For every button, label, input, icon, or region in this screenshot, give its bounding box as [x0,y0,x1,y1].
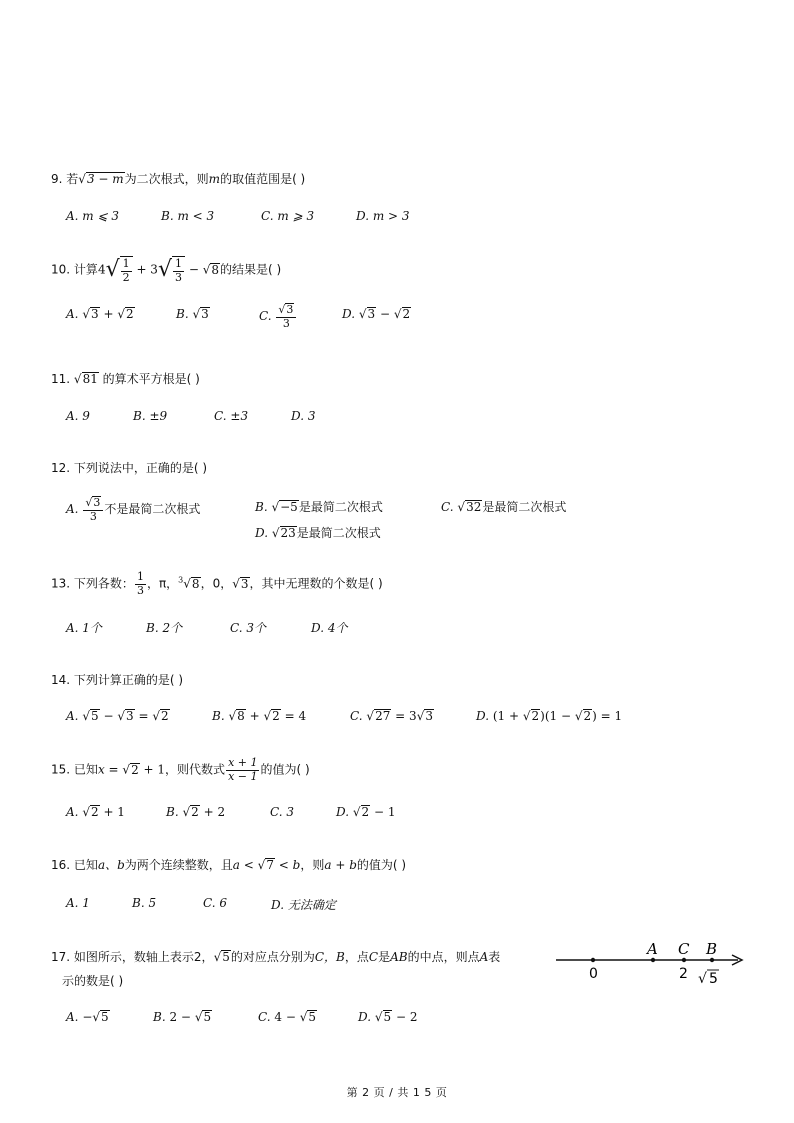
stem-text: 是 [378,950,391,964]
radicand: 8 [191,576,200,591]
sqrt-symbol: √ [698,971,707,987]
question-17-stem-line2: 示的数是( ) [62,974,124,988]
stem-text: 的结果是( ) [220,262,282,277]
stem-text: ，则 [300,858,325,872]
option-label: D. [336,805,350,819]
option-c[interactable]: C. √32是最简二次根式 [441,500,567,514]
question-number: 12. [51,461,71,475]
fraction-denominator: 3 [89,509,97,523]
option-c[interactable]: C. 4 − √5 [258,1010,317,1024]
question-14-options [66,709,666,729]
point-a [651,958,655,962]
label-zero: 0 [589,966,598,982]
radicand: 2 [402,307,411,321]
variables: a、b [97,858,125,872]
fraction-denominator: 3 [282,316,290,330]
option-a[interactable]: A. −√5 [66,1010,109,1024]
radicand: 81 [82,372,98,386]
stem-text: 为二次根式，则 [124,172,209,186]
point-c [682,958,686,962]
radicand: 8 [237,709,245,723]
stem-text: ，则代数式 [165,762,226,777]
radicand: 5 [203,1010,212,1024]
stem-text: ，π， [146,576,179,591]
expression-part: (1 + [492,709,520,723]
option-c[interactable]: C. √27 = 3√3 [350,709,433,723]
expression-part: + 1 [103,805,125,819]
stem-text: 的算术平方根是( ) [98,372,200,386]
option-text: 是最简二次根式 [482,500,567,514]
option-d[interactable]: D. m > 3 [356,209,410,223]
option-c[interactable]: C. ±3 [214,409,249,423]
option-d[interactable]: D. √23是最简二次根式 [255,526,381,540]
radicand: 3 [286,303,294,316]
operator: + 3 [136,262,158,277]
option-d[interactable]: D. 4个 [311,621,348,635]
stem-text: ，点 [344,950,369,964]
option-label: B. [166,805,179,819]
radicand: 5 [383,1010,392,1024]
fraction-numerator: 1 [136,570,144,583]
option-label: B. [255,500,268,514]
radicand: 2 [90,805,99,819]
operator: − [103,709,114,723]
page-footer: 第 2 页 / 共 1 5 页 [346,1086,448,1099]
sqrt-symbol: √ [73,372,82,386]
radicand: 3 [90,307,99,321]
stem-text: 的对应点分别为 [230,950,315,964]
radicand: 8 [211,262,219,277]
option-d[interactable]: D. √5 − 2 [358,1010,418,1024]
radicand: 27 [375,709,391,723]
question-number: 17. [51,950,71,964]
fraction-numerator: x + 1 [228,756,258,769]
stem-text: 为两个连续整数，且 [124,858,233,872]
label-point-b: B [706,940,718,958]
stem-text: 如图所示，数轴上表示2， [73,950,214,964]
option-label: A. [66,1010,79,1024]
stem-text: 若 [66,172,79,186]
option-a[interactable]: A. 1个 [66,621,102,635]
option-label: C. [441,500,454,514]
option-d[interactable]: D. 无法确定 [271,898,336,912]
expression-part: − 2 [395,1010,418,1024]
option-c[interactable]: C. m ⩾ 3 [261,209,315,223]
radicand: 2 [125,307,134,321]
radicand: 3 [425,709,433,723]
option-b[interactable]: B. √8 + √2 = 4 [212,709,307,723]
option-label: B. [176,307,189,321]
option-a[interactable]: A. √2 + 1 [66,805,125,819]
question-15-stem: 15. 已知x = √2 + 1，则代数式 $\frac{x + 1}{x - 1}$ 的值为( ) [51,756,310,783]
question-number: 13. [51,576,71,591]
radicand: 3 − m [86,172,124,186]
label-point-a: A [647,940,658,958]
inequality-part: a < [232,858,254,872]
radicand: 3 [125,709,134,723]
label-sqrt5-radicand: 5 [709,971,718,987]
option-text: 是最简二次根式 [296,526,381,540]
sqrt-fraction [106,256,133,284]
radicand: 7 [266,858,274,872]
option-text: 不是最简二次根式 [104,502,201,517]
option-b[interactable]: B. m < 3 [161,209,215,223]
radicand: 23 [280,526,296,540]
option-c[interactable]: C. 6 [203,896,228,910]
inequality-part: < b [278,858,301,872]
option-text: 是最简二次根式 [298,500,383,514]
radicand: 5 [90,709,99,723]
option-a[interactable]: A. $\frac{√3}{3}$ 不是最简二次根式 [66,496,201,523]
radicand: 3 [201,307,209,321]
option-label: D. [476,709,490,723]
segment-label: AB [390,950,408,964]
sqrt-symbol: √ [157,257,172,283]
option-label: A. [66,502,79,517]
result: = 4 [284,709,307,723]
equation-part: x = [97,762,119,777]
point-origin [591,958,595,962]
sqrt-symbol: √ [232,576,240,591]
equation-part: + 1 [143,762,166,777]
option-a[interactable]: A. 9 [66,409,90,423]
radicand: 2 [131,762,139,777]
point-label: C [368,950,379,964]
option-label: D. [342,307,356,321]
stem-text: 已知 [73,762,98,777]
expression-part: − 1 [373,805,396,819]
option-d[interactable]: D. √3 − √2 [342,307,411,321]
question-number: 16. [51,858,71,872]
root-index: 3 [178,575,184,585]
question-number: 9. [51,172,63,186]
question-17-options [66,1010,466,1030]
radicand: 5 [101,1010,109,1024]
option-label: A. [66,805,79,819]
operator: + [103,307,114,321]
question-10-options [66,303,466,337]
question-number: 10. [51,262,71,277]
stem-text: 的中点，则点 [407,950,480,964]
option-label: B. [212,709,225,723]
stem-text: 下列说法中，正确的是( ) [73,461,208,475]
option-c[interactable]: C. $\frac{√3}{3}$ [259,303,297,330]
sqrt-fraction [158,256,185,284]
option-b[interactable]: B. 2 − √5 [153,1010,212,1024]
expression-part: a + b [324,858,357,872]
question-number: 11. [51,372,71,386]
label-point-c: C [678,940,690,958]
expression-part: ) = 1 [592,709,623,723]
option-label: D. [358,1010,372,1024]
sqrt-symbol: √ [183,576,191,591]
question-9-stem [51,170,305,187]
radicand: 5 [308,1010,317,1024]
question-12-options [66,494,626,544]
radicand: 2 [272,709,280,723]
question-number: 14. [51,673,71,687]
option-a[interactable]: A. √3 + √2 [66,307,134,321]
stem-text: 下列计算正确的是( ) [73,673,184,687]
fraction-denominator: x − 1 [228,769,258,783]
question-10-stem [51,256,281,284]
stem-text: 表 [488,950,501,964]
coefficient: 4 [97,262,106,277]
option-b[interactable]: B. √−5是最简二次根式 [255,500,383,514]
stem-text: ，0， [200,576,233,591]
option-label: A. [66,307,79,321]
point-b [710,958,714,962]
point-label: A [479,950,489,964]
option-b[interactable]: B. √2 + 2 [166,805,226,819]
option-label: B. [153,1010,166,1024]
question-12-stem [51,459,207,476]
expression-part: 2 − [169,1010,191,1024]
number-line-figure [552,936,748,988]
stem-text: 的值为( ) [260,762,310,777]
radicand: 2 [191,805,199,819]
radicand: 2 [161,709,169,723]
option-label: C. [350,709,363,723]
sqrt-symbol: √ [105,257,120,283]
fraction-denominator: 3 [136,583,144,597]
fraction-denominator: 3 [174,270,182,284]
variable: m [208,172,221,186]
option-d[interactable]: D. 3 [291,409,316,423]
option-label: C. [258,1010,271,1024]
expression-part: 4 − [274,1010,296,1024]
option-b[interactable]: B. √3 [176,307,209,321]
option-a[interactable]: A. √5 − √3 = √2 [66,709,169,723]
question-15-options [66,805,466,825]
sqrt-symbol: √ [202,262,211,277]
fraction-numerator: 1 [122,257,130,270]
label-two: 2 [679,966,688,982]
fraction-numerator: 1 [174,257,182,270]
radicand: 5 [222,950,230,964]
option-a[interactable]: A. m ⩽ 3 [66,209,119,223]
radicand: −5 [280,500,298,514]
question-13-stem [51,571,383,597]
option-c[interactable]: C. 3个 [230,621,267,635]
expression-part: + 2 [203,805,226,819]
option-d[interactable]: D. (1 + √2)(1 − √2) = 1 [476,709,623,723]
question-11-stem [51,370,200,387]
operator: − [188,262,199,277]
stem-text: 已知 [73,858,98,872]
operator: − [379,307,391,321]
question-14-stem [51,671,183,688]
option-b[interactable]: B. ±9 [133,409,168,423]
radicand: 32 [466,500,482,514]
option-label: A. [66,709,79,723]
question-16-stem: 16. 已知a、b为两个连续整数，且a < √7 < b，则a + b的值为( ) [51,858,407,872]
expression-part: − [82,1010,93,1024]
option-label: D. [255,526,269,540]
option-a[interactable]: A. 1 [66,896,90,910]
operator: + [249,709,260,723]
radicand: 2 [583,709,592,723]
option-c[interactable]: C. 3 [270,805,295,819]
radicand: 2 [361,805,370,819]
option-d[interactable]: D. √2 − 1 [336,805,396,819]
fraction-denominator: 2 [122,270,130,284]
stem-text: ，其中无理数的个数是( ) [249,576,383,591]
question-number: 15. [51,762,71,777]
sqrt-symbol: √ [78,172,86,186]
option-label: C. [259,309,272,324]
result: = 3 [395,709,417,723]
stem-text: 下列各数： [73,576,134,591]
radicand: 3 [240,576,249,591]
operator: = [138,709,149,723]
expression-part: )(1 − [540,709,572,723]
radicand: 3 [93,496,101,509]
stem-text: 的值为( ) [356,858,407,872]
question-17-stem: 17. 如图所示，数轴上表示2，√5的对应点分别为C，B，点C是AB的中点，则点A表 [51,950,501,964]
stem-text: 的取值范围是( ) [220,172,306,186]
option-b[interactable]: B. 5 [132,896,157,910]
option-b[interactable]: B. 2个 [146,621,183,635]
points: C，B [314,950,345,964]
radicand: 2 [531,709,540,723]
stem-text: 计算 [73,262,98,277]
radicand: 3 [367,307,376,321]
